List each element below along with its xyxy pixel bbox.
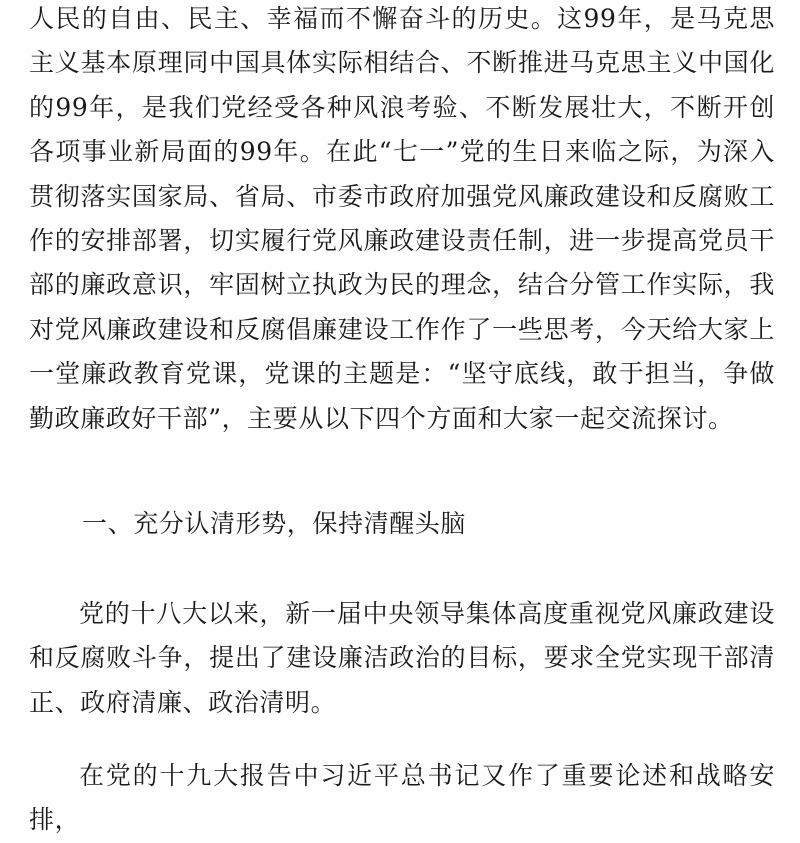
body-paragraph-18th-congress: 党的十八大以来，新一届中央领导集体高度重视党风廉政建设和反腐败斗争，提出了建设廉洁政治的目标，要求全党实现干部清正、政府清廉、政治清明。	[29, 599, 775, 717]
body-paragraph-19th-congress: 在党的十九大报告中习近平总书记又作了重要论述和战略安排，	[29, 761, 775, 835]
section-heading: 一、充分认清形势，保持清醒头脑	[82, 509, 467, 538]
intro-paragraph: 人民的自由、民主、幸福而不懈奋斗的历史。这99年，是马克思主义基本原理同中国具体实际相结合、不断推进马克思主义中国化的99年，是我们党经受各种风浪考验、不断发展壮大，不断开创各项事业新局面的99年。在此“七一”党的生日来临之际，为深入贯彻落实国家局、省局、市委市政府加强党风廉政建设和反腐败工作的安排部署，切实履行党风廉政建设责任制，进一步提高党员干部的廉政意识，牢固树立执政为民的理念，结合分管工作实际，我对党风廉政建设和反腐倡廉建设工作作了一些思考，今天给大家上一堂廉政教育党课，党课的主题是：“坚守底线，敢于担当，争做勤政廉政好干部”，主要从以下四个方面和大家一起交流探讨。	[29, 4, 775, 433]
